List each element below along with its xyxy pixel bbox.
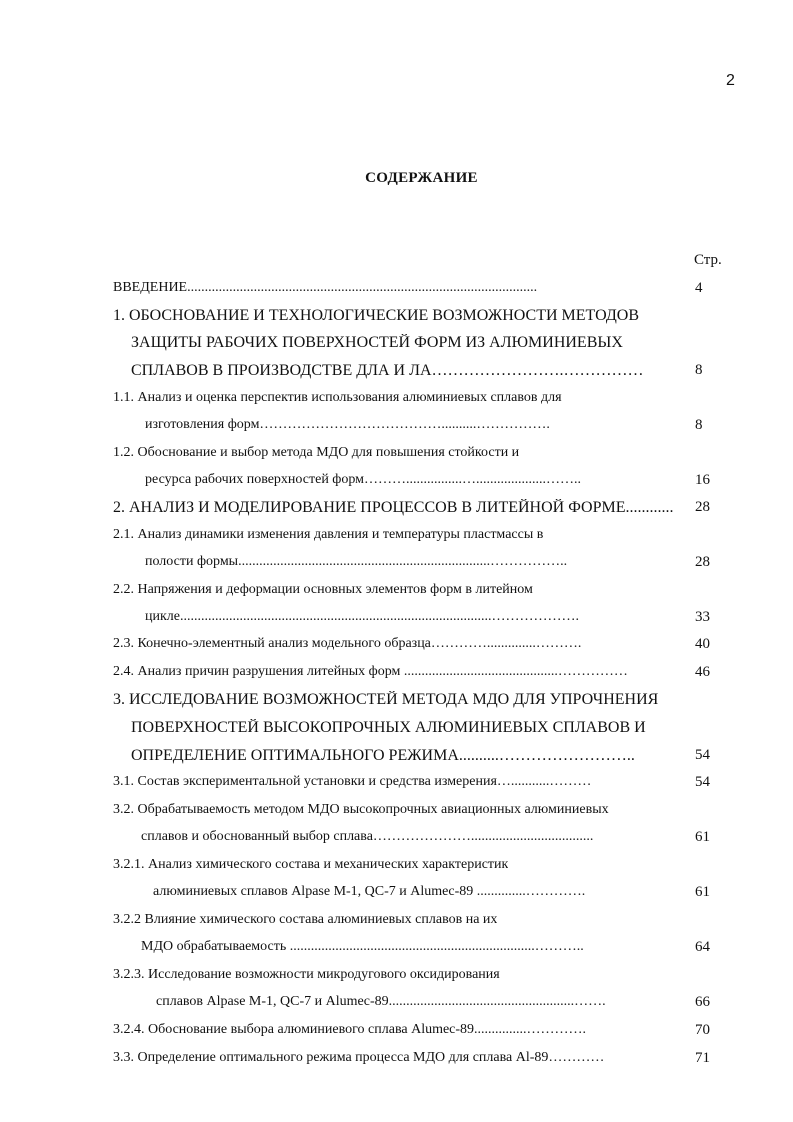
toc-entry-title: ресурса рабочих поверхностей форм………................…....................…….. (145, 472, 582, 487)
toc-entry-3-line1[interactable] (0, 691, 793, 713)
toc-entry-intro[interactable] (0, 280, 793, 302)
toc-entry-2-1-line2[interactable] (0, 554, 793, 576)
toc-entry-page: 70 (695, 1022, 710, 1038)
toc-entry-title: ПОВЕРХНОСТЕЙ ВЫСОКОПРОЧНЫХ АЛЮМИНИЕВЫХ СПЛАВОВ И (131, 719, 646, 736)
toc-entry-title: сплавов и обоснованный выбор сплава…………………................................... (141, 829, 594, 844)
toc-entry-3-2-2-line1[interactable] (0, 912, 793, 934)
toc-entry-1-2-line1[interactable] (0, 445, 793, 467)
toc-entry-3-2-line1[interactable] (0, 802, 793, 824)
toc-entry-title: цикле.........................................................................................………………. (145, 609, 579, 624)
toc-entry-3-line3[interactable] (0, 747, 793, 769)
toc-entry-page: 54 (695, 774, 710, 790)
toc-entry-page: 28 (695, 554, 710, 570)
toc-entry-3-2-3-line1[interactable] (0, 967, 793, 989)
toc-entry-title: 2.4. Анализ причин разрушения литейных форм ............................................…………… (113, 664, 628, 679)
toc-entry-title: МДО обрабатываемость ......................................................................……….. (141, 939, 584, 954)
toc-entry-3-2-3-line2[interactable] (0, 994, 793, 1016)
toc-entry-page: 54 (695, 747, 710, 763)
toc-entry-title: изготовления форм…………………………………..........……………. (145, 417, 550, 432)
toc-entry-title: сплавов Alpase M-1, QC-7 и Alumec-89.....................................................……. (156, 994, 606, 1009)
toc-entry-title: 2.2. Напряжения и деформации основных элементов форм в литейном (113, 582, 533, 597)
toc-entry-page: 71 (695, 1050, 710, 1066)
toc-entry-title: 1.1. Анализ и оценка перспектив использования алюминиевых сплавов для (113, 390, 562, 405)
toc-entry-title: 2. АНАЛИЗ И МОДЕЛИРОВАНИЕ ПРОЦЕССОВ В ЛИТЕЙНОЙ ФОРМЕ............ (113, 499, 674, 516)
toc-entry-1-line1[interactable] (0, 307, 793, 329)
toc-entry-page: 64 (695, 939, 710, 955)
toc-entry-1-1-line1[interactable] (0, 390, 793, 412)
toc-entry-page: 33 (695, 609, 710, 625)
toc-entry-title: 3.2. Обрабатываемость методом МДО высокопрочных авиационных алюминиевых (113, 802, 609, 817)
toc-entry-title: 3.2.1. Анализ химического состава и механических характеристик (113, 857, 509, 872)
toc-entry-page: 46 (695, 664, 710, 680)
toc-entry-title: 3.3. Определение оптимального режима процесса МДО для сплава Al-89………… (113, 1050, 605, 1065)
page-column-header: Стр. (694, 252, 722, 268)
toc-entry-title: алюминиевых сплавов Alpase M-1, QC-7 и Alumec-89 ..............…………. (153, 884, 586, 899)
toc-entry-title: 3.1. Состав экспериментальной установки и средства измерения…...........……… (113, 774, 592, 789)
toc-entry-1-line3[interactable] (0, 362, 793, 384)
toc-entry-title: 3.2.2 Влияние химического состава алюминиевых сплавов на их (113, 912, 498, 927)
toc-entry-2-2-line2[interactable] (0, 609, 793, 631)
toc-entry-3-line2[interactable] (0, 719, 793, 741)
toc-entry-title: 3. ИССЛЕДОВАНИЕ ВОЗМОЖНОСТЕЙ МЕТОДА МДО ДЛЯ УПРОЧНЕНИЯ (113, 691, 659, 708)
page-title: СОДЕРЖАНИЕ (365, 170, 478, 186)
toc-entry-page: 8 (695, 417, 703, 433)
toc-entry-page: 61 (695, 884, 710, 900)
toc-entry-page: 40 (695, 636, 710, 652)
toc-entry-1-1-line2[interactable] (0, 417, 793, 439)
toc-entry-3-3[interactable] (0, 1050, 793, 1072)
toc-entry-title: ВВЕДЕНИЕ.................................................................................................... (113, 280, 538, 295)
toc-entry-page: 61 (695, 829, 710, 845)
toc-entry-title: ЗАЩИТЫ РАБОЧИХ ПОВЕРХНОСТЕЙ ФОРМ ИЗ АЛЮМИНИЕВЫХ (131, 334, 623, 351)
toc-entry-title: СПЛАВОВ В ПРОИЗВОДСТВЕ ДЛА И ЛА…………………….…………… (131, 362, 644, 379)
toc-entry-3-2-line2[interactable] (0, 829, 793, 851)
toc-entry-page: 4 (695, 280, 703, 296)
toc-entry-title: 3.2.4. Обоснование выбора алюминиевого сплава Alumec-89...............…………. (113, 1022, 587, 1037)
toc-entry-title: 1.2. Обоснование и выбор метода МДО для повышения стойкости и (113, 445, 520, 460)
toc-entry-3-2-1-line1[interactable] (0, 857, 793, 879)
toc-entry-title: 2.3. Конечно-элементный анализ модельного образца…………..............………. (113, 636, 582, 651)
toc-entry-2-1-line1[interactable] (0, 527, 793, 549)
toc-entry-page: 28 (695, 499, 710, 515)
toc-entry-3-2-4[interactable] (0, 1022, 793, 1044)
toc-entry-3-2-2-line2[interactable] (0, 939, 793, 961)
toc-entry-2-2-line1[interactable] (0, 582, 793, 604)
toc-entry-page: 66 (695, 994, 710, 1010)
toc-entry-title: 3.2.3. Исследование возможности микродугового оксидирования (113, 967, 500, 982)
toc-entry-2[interactable] (0, 499, 793, 521)
toc-entry-2-3[interactable] (0, 636, 793, 658)
toc-entry-1-2-line2[interactable] (0, 472, 793, 494)
toc-entry-3-2-1-line2[interactable] (0, 884, 793, 906)
toc-entry-title: 2.1. Анализ динамики изменения давления и температуры пластмассы в (113, 527, 544, 542)
toc-entry-page: 16 (695, 472, 710, 488)
toc-entry-page: 8 (695, 362, 703, 378)
toc-entry-title: полости формы........................................................................…………….. (145, 554, 568, 569)
toc-entry-title: ОПРЕДЕЛЕНИЕ ОПТИМАЛЬНОГО РЕЖИМА..........…………………….. (131, 747, 635, 764)
page-number: 2 (726, 72, 735, 89)
toc-entry-2-4[interactable] (0, 664, 793, 686)
toc-entry-3-1[interactable] (0, 774, 793, 796)
toc-entry-title: 1. ОБОСНОВАНИЕ И ТЕХНОЛОГИЧЕСКИЕ ВОЗМОЖНОСТИ МЕТОДОВ (113, 307, 640, 324)
toc-entry-1-line2[interactable] (0, 334, 793, 356)
